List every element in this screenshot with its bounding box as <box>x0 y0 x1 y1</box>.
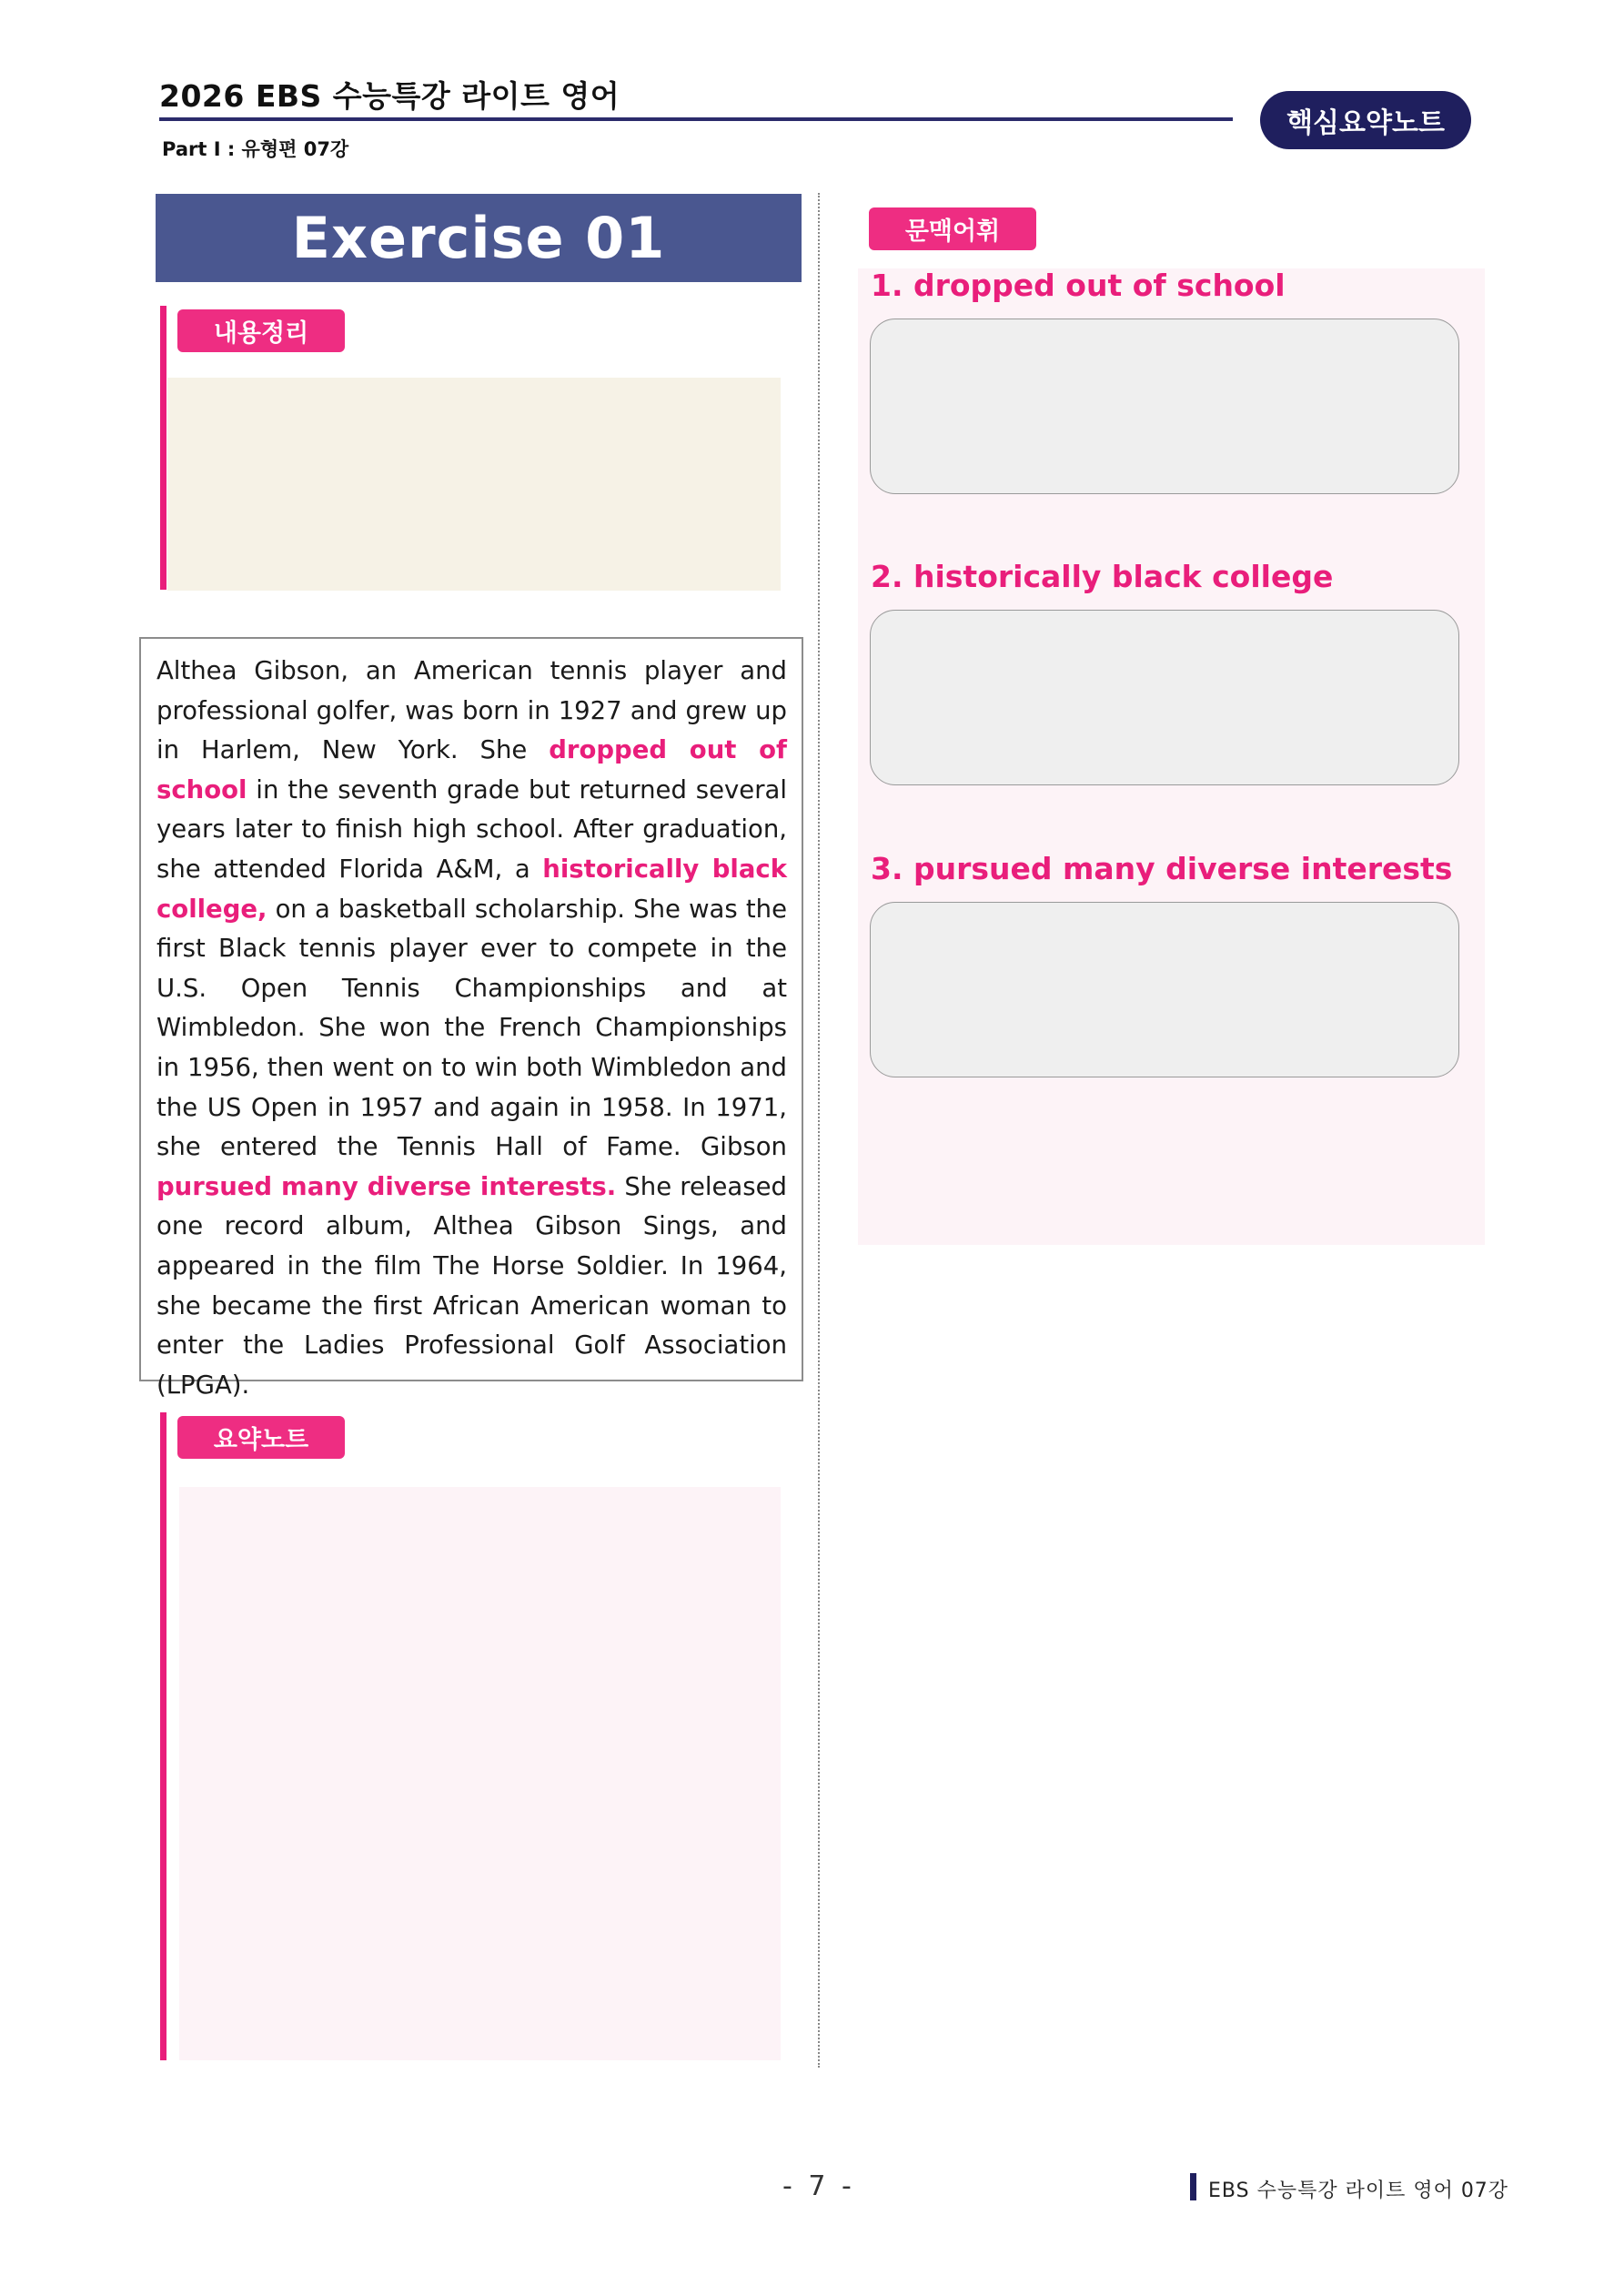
summary-note-badge: 핵심요약노트 <box>1260 91 1471 149</box>
summary-box[interactable] <box>167 378 781 591</box>
highlight-historically-black: historically black college, <box>156 854 788 924</box>
highlight-dropped-out: dropped out of school <box>156 735 787 804</box>
note-accent-bar <box>160 1412 166 2060</box>
vocab-tag: 문맥어휘 <box>869 207 1036 250</box>
passage-text-4: She released one record album, Althea Gibson Sings, and appeared in the film The Horse Soldier. In 1964, she became the first African American woman to enter the Ladies Professional Golf Association (LPGA). <box>156 1171 787 1400</box>
reading-passage <box>139 637 803 1400</box>
summary-accent-bar <box>160 306 166 590</box>
highlight-pursued-interests: pursued many diverse interests. <box>156 1171 617 1201</box>
passage-text-3: on a basketball scholarship. She was the first Black tennis player ever to compete in the U.S. Open Tennis Championships and at Wimbledon. She won the French Championships in 1956, then went on to win both Wimbledon and the US Open in 1957 and again in 1958. In 1971, she entered the Tennis Hall of Fame. Gibson <box>156 894 787 1162</box>
footer-bar <box>1190 2173 1196 2200</box>
note-tag: 요약노트 <box>177 1416 345 1459</box>
column-divider <box>818 193 820 2068</box>
passage-text-1: Althea Gibson, an American tennis player and professional golfer, was born in 1927 and grew up in Harlem, New York. She <box>156 656 787 765</box>
summary-tag: 내용정리 <box>177 309 345 352</box>
exercise-banner: Exercise 01 <box>156 194 802 282</box>
header-rule <box>159 117 1233 121</box>
passage-text-2: in the seventh grade but returned several years later to finish high school. After graduation, she attended Florida A&M, a <box>156 774 787 884</box>
vocab-item-1-box[interactable] <box>870 319 1459 494</box>
vocab-item-2-title: 2. historically black college <box>871 559 1334 594</box>
vocab-item-1-title: 1. dropped out of school <box>871 268 1286 303</box>
vocab-item-2-box[interactable] <box>870 610 1459 785</box>
footer-text: EBS 수능특강 라이트 영어 07강 <box>1208 2180 1509 2202</box>
vocab-item-3-box[interactable] <box>870 902 1459 1077</box>
page-number: - 7 - <box>782 2170 855 2202</box>
part-subtitle: Part Ⅰ : 유형편 07강 <box>162 138 349 160</box>
vocab-item-3-title: 3. pursued many diverse interests <box>871 851 1453 886</box>
note-box[interactable] <box>179 1487 781 2060</box>
document-title: 2026 EBS 수능특강 라이트 영어 <box>159 78 620 114</box>
